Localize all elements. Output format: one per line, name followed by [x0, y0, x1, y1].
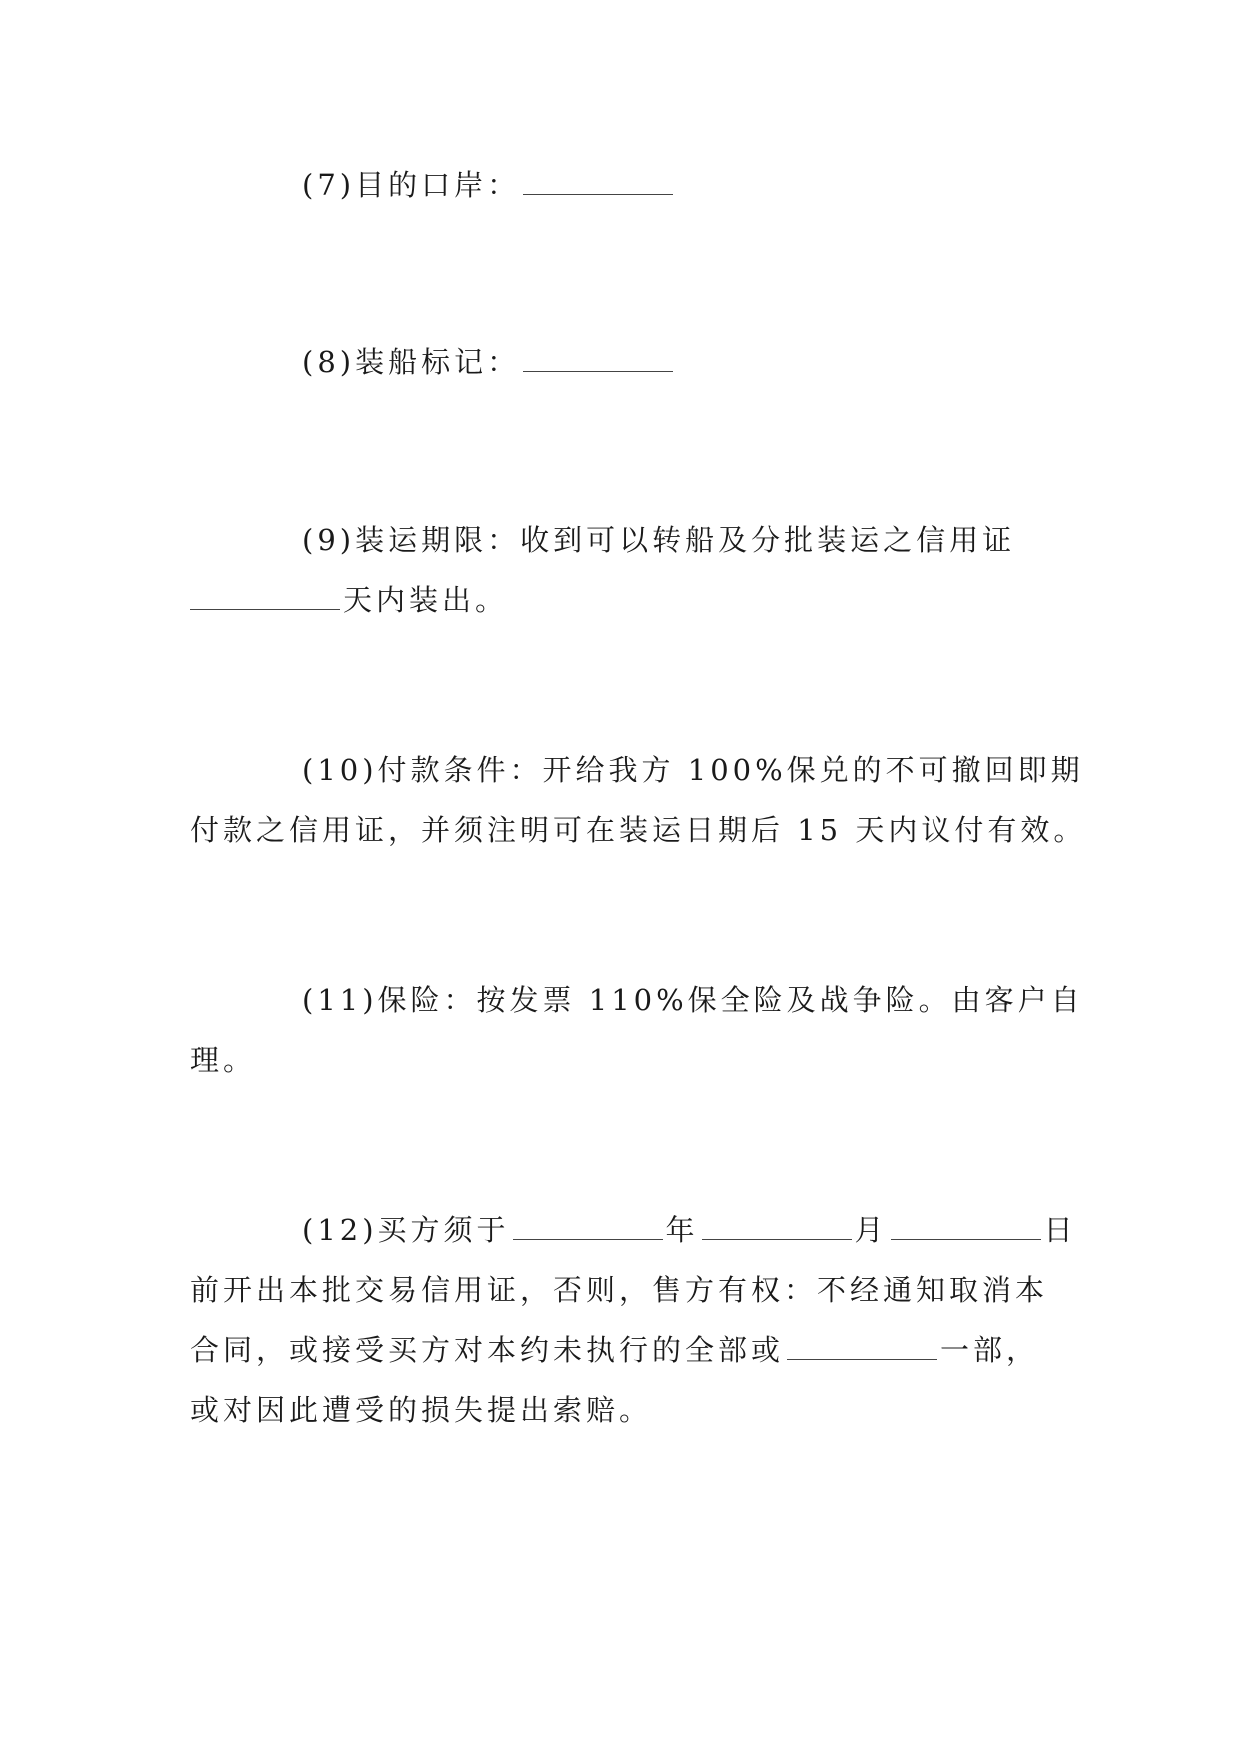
clause-12-text-4: 或对因此遭受的损失提出索赔。 — [190, 1393, 653, 1427]
clause-10-text-2: 付款之信用证，并须注明可在装运日期后 15 天内议付有效。 — [190, 813, 1087, 847]
clause-10-line-1 — [302, 750, 1084, 790]
day-label: 日 — [1043, 1213, 1077, 1247]
clause-12-line-1 — [302, 1210, 1077, 1250]
clause-11-text-2: 理。 — [190, 1043, 257, 1077]
clause-12-line-4 — [190, 1390, 652, 1430]
clause-12-text-2: 前开出本批交易信用证，否则，售方有权：不经通知取消本 — [190, 1273, 1049, 1307]
month-label: 月 — [854, 1213, 888, 1247]
clause-12-text-3b: 一部， — [940, 1333, 1040, 1367]
clause-10-line-2 — [190, 810, 1086, 850]
clause-9-line-2 — [190, 580, 508, 620]
clause-12-text-1: (12)买方须于 — [302, 1213, 510, 1247]
clause-7-text: (7)目的口岸： — [302, 168, 521, 202]
clause-11-text-1: (11)保险：按发票 110%保全险及战争险。由客户自 — [302, 983, 1084, 1017]
clause-12-line-2 — [190, 1270, 1048, 1310]
clause-12-text-3: 合同，或接受买方对本约未执行的全部或 — [190, 1333, 785, 1367]
clause-9-line-1 — [302, 520, 1015, 560]
clause-12-line-3 — [190, 1330, 1039, 1370]
partial-portion-blank[interactable] — [787, 1331, 937, 1360]
clause-9-text-2: 天内装出。 — [343, 583, 509, 617]
clause-8 — [302, 342, 676, 382]
clause-11-line-2 — [190, 1040, 256, 1080]
shipping-mark-blank[interactable] — [523, 343, 673, 372]
clause-8-text: (8)装船标记： — [302, 345, 521, 379]
destination-port-blank[interactable] — [523, 166, 673, 195]
clause-11-line-1 — [302, 980, 1084, 1020]
year-label: 年 — [665, 1213, 699, 1247]
year-blank[interactable] — [513, 1211, 663, 1240]
shipment-days-blank[interactable] — [190, 581, 340, 610]
clause-9-text-1: (9)装运期限：收到可以转船及分批装运之信用证 — [302, 523, 1016, 557]
clause-10-text-1: (10)付款条件：开给我方 100%保兑的不可撤回即期 — [302, 753, 1084, 787]
day-blank[interactable] — [891, 1211, 1041, 1240]
clause-7 — [302, 165, 676, 205]
month-blank[interactable] — [702, 1211, 852, 1240]
